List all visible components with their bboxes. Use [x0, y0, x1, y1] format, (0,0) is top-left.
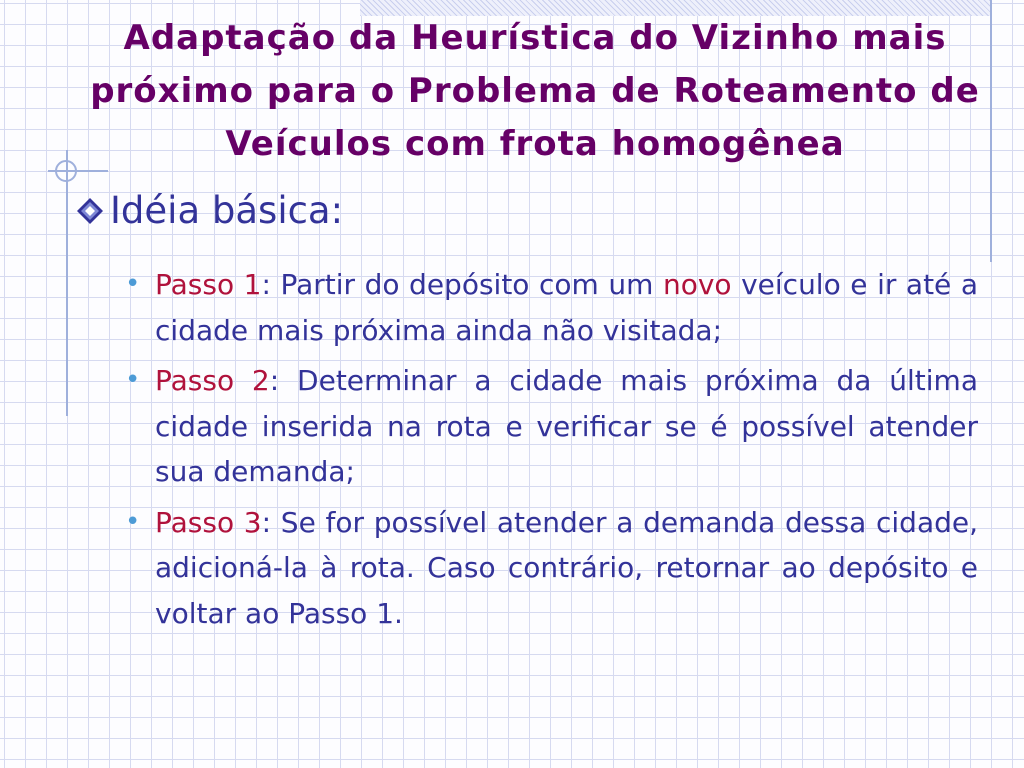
- step-text-post: veículo e ir até a cidade mais próxima ainda não visitada;: [155, 268, 978, 347]
- slide-title: [40, 12, 1024, 171]
- section-heading: [76, 186, 343, 236]
- step-colon: :: [261, 505, 272, 539]
- dot-bullet-icon: •: [125, 365, 141, 395]
- list-item-passo-2: [125, 358, 978, 495]
- decorative-vertical-line-left: [66, 150, 68, 416]
- list-item-passo-3: [125, 500, 978, 637]
- title-line-2: próximo para o Problema de Roteamento de: [90, 71, 980, 111]
- step-label: Passo 2: [155, 364, 270, 397]
- step-label: Passo 1: [155, 268, 262, 301]
- step-text: Determinar a cidade mais próxima da última cidade inserida na rota e verificar se é possível atender sua demanda;: [155, 364, 978, 488]
- step-label: Passo 3: [155, 505, 262, 539]
- step-highlight: novo: [662, 268, 732, 301]
- step-colon: :: [261, 268, 271, 301]
- heading-text: Idéia básica:: [110, 189, 344, 232]
- step-colon: :: [269, 364, 280, 397]
- step-text-pre: Partir do depósito com um: [270, 268, 663, 301]
- bullet-list: [125, 262, 978, 641]
- dot-bullet-icon: •: [125, 506, 141, 537]
- title-line-1: Adaptação da Heurística do Vizinho mais: [123, 18, 947, 58]
- title-line-3: Veículos com frota homogênea: [225, 124, 845, 164]
- step-text: Se for possível atender a demanda dessa cidade, adicioná-la à rota. Caso contrário, retornar ao depósito e voltar ao Passo 1.: [155, 505, 979, 630]
- list-item-passo-1: [125, 262, 978, 353]
- dot-bullet-icon: •: [125, 269, 141, 299]
- diamond-bullet-icon: [76, 197, 104, 225]
